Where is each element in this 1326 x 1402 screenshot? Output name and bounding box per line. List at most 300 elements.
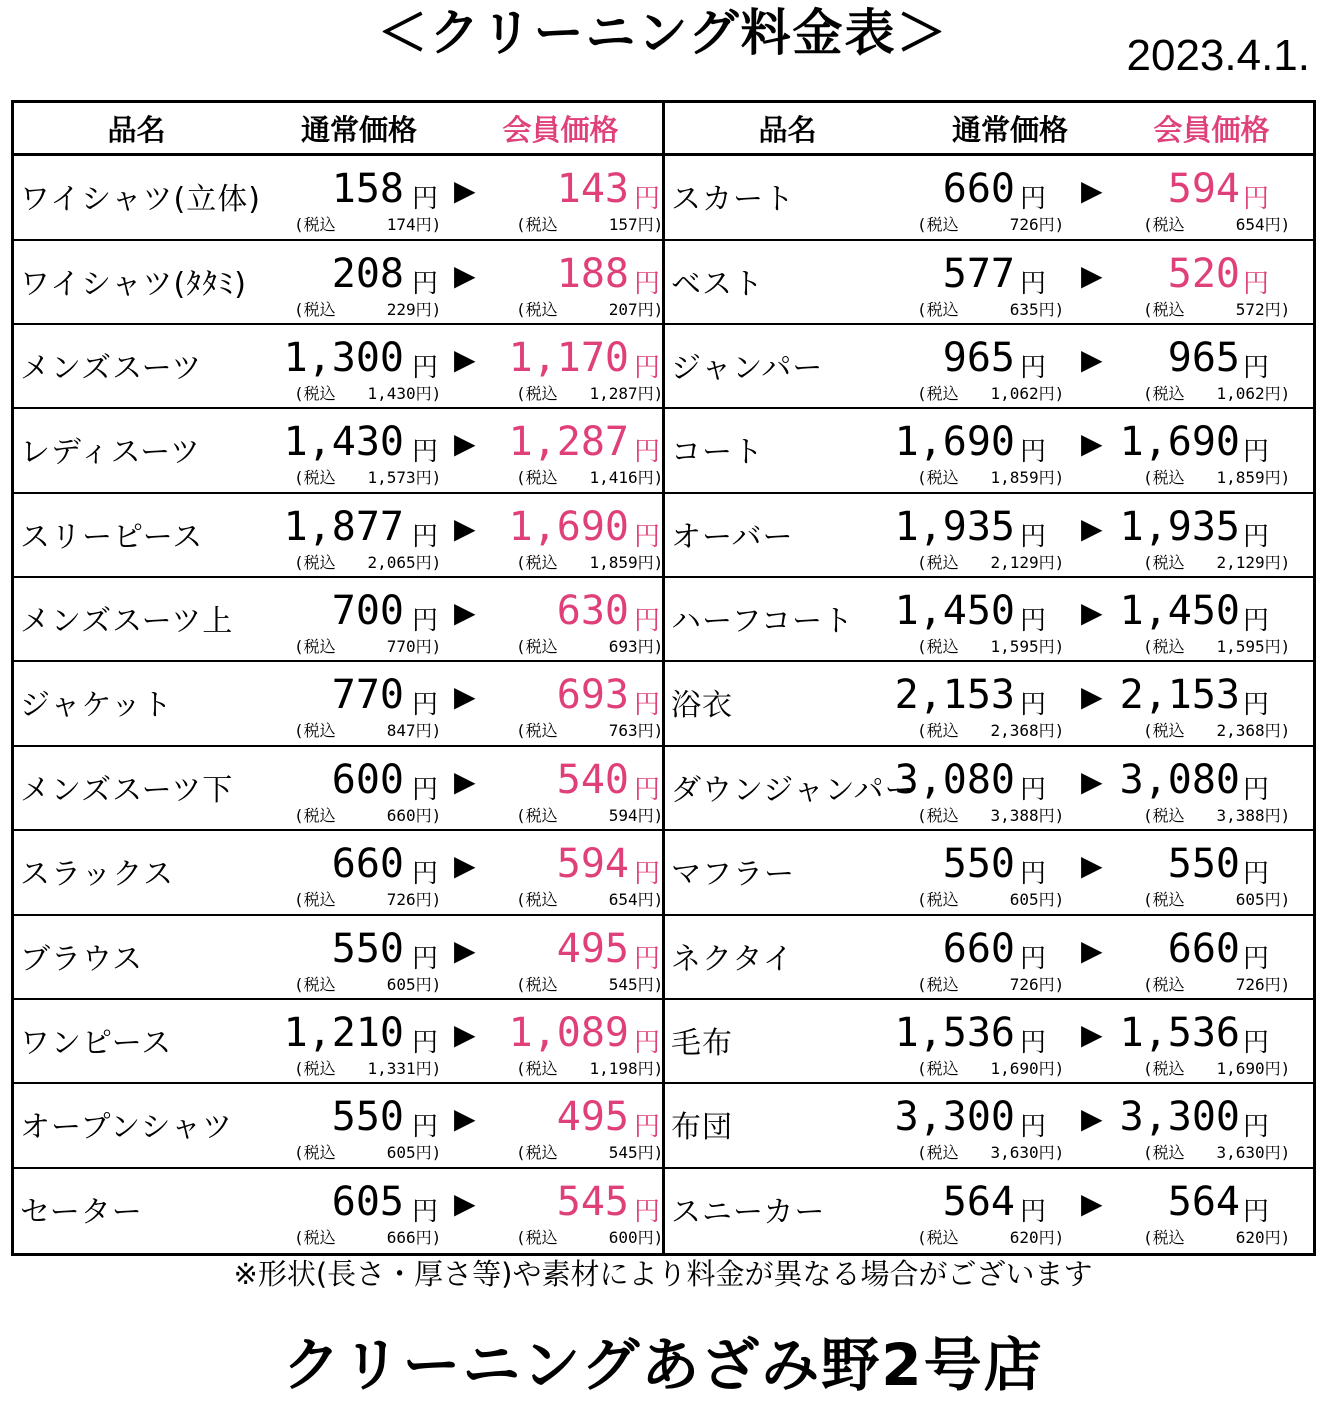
regular-price: 1,877 [283, 503, 404, 550]
tax-amount: 545 [608, 1143, 638, 1163]
tax-amount: 3,388 [1216, 805, 1265, 825]
item-name: コート [671, 435, 764, 471]
item-name: メンズスーツ上 [20, 604, 234, 639]
tax-prefix: (税込 [294, 974, 336, 994]
tax-suffix: 円) [637, 1143, 664, 1163]
tax-suffix: 円) [1264, 552, 1291, 572]
member-price: 630 [556, 588, 629, 634]
table-row [665, 494, 1313, 578]
tax-suffix: 円) [415, 468, 442, 488]
tax-amount: 2,129 [990, 552, 1039, 572]
yen-label: 円 [1020, 606, 1047, 636]
tax-prefix: (税込 [516, 299, 558, 319]
tax-prefix: (税込 [516, 637, 558, 656]
member-tax-inclusive [1143, 1140, 1290, 1163]
tax-amount: 174 [386, 215, 416, 235]
regular-tax-inclusive [917, 634, 1064, 657]
tax-amount: 1,690 [1216, 1058, 1265, 1078]
yen-label: 円 [1243, 1196, 1270, 1227]
tax-amount: 654 [1235, 215, 1265, 235]
regular-tax-inclusive [294, 1056, 441, 1079]
tax-prefix: (税込 [1143, 974, 1185, 994]
member-price: 660 [1167, 925, 1240, 972]
tax-amount: 726 [1235, 974, 1265, 994]
tax-prefix: (税込 [294, 890, 336, 910]
arrow-icon: ▶ [454, 933, 476, 967]
tax-amount: 763 [608, 721, 638, 741]
member-tax-inclusive [516, 634, 663, 657]
regular-tax-inclusive [917, 972, 1064, 995]
arrow-icon: ▶ [1081, 764, 1103, 798]
yen-label: 円 [1020, 1196, 1047, 1227]
tax-suffix: 円) [415, 890, 442, 910]
tax-amount: 545 [608, 974, 638, 994]
item-name: セーター [20, 1194, 143, 1230]
tax-prefix: (税込 [516, 805, 558, 825]
member-tax-inclusive [516, 887, 663, 910]
yen-label: 円 [412, 268, 439, 299]
regular-price: 1,210 [283, 1009, 404, 1056]
member-tax-inclusive [516, 297, 663, 320]
tax-amount: 635 [1009, 299, 1039, 319]
table-row [665, 747, 1313, 831]
table-header [665, 103, 1313, 156]
yen-label: 円 [1243, 606, 1270, 636]
tax-prefix: (税込 [1143, 215, 1185, 235]
yen-label: 円 [412, 1112, 439, 1143]
tax-amount: 1,859 [1216, 468, 1265, 488]
tax-prefix: (税込 [917, 1143, 959, 1163]
tax-suffix: 円) [637, 299, 664, 319]
table-row [14, 156, 662, 240]
tax-amount: 770 [386, 637, 416, 656]
tax-amount: 620 [1235, 1227, 1265, 1247]
regular-tax-inclusive [294, 972, 441, 995]
member-price: 520 [1167, 250, 1240, 297]
arrow-icon: ▶ [454, 1186, 476, 1220]
regular-tax-inclusive [917, 297, 1064, 320]
arrow-icon: ▶ [1081, 258, 1103, 292]
member-price: 965 [1167, 334, 1240, 381]
tax-amount: 1,331 [367, 1058, 416, 1078]
regular-tax-inclusive [294, 718, 441, 741]
regular-price: 605 [331, 1178, 404, 1225]
member-tax-inclusive [1143, 550, 1290, 573]
tax-prefix: (税込 [1143, 468, 1185, 488]
arrow-icon: ▶ [454, 764, 476, 798]
tax-prefix: (税込 [1143, 890, 1185, 910]
arrow-icon: ▶ [454, 342, 476, 376]
tax-prefix: (税込 [516, 974, 558, 994]
member-price: 550 [1167, 841, 1240, 888]
tax-prefix: (税込 [516, 383, 558, 403]
table-header [14, 103, 662, 156]
regular-price: 1,690 [894, 419, 1015, 466]
tax-amount: 3,630 [1216, 1143, 1265, 1163]
member-price: 594 [1167, 166, 1240, 213]
table-row [14, 1000, 662, 1084]
page-title: ＜クリーニング料金表＞ [377, 4, 949, 62]
regular-price: 208 [331, 250, 404, 297]
tax-amount: 1,198 [589, 1058, 638, 1078]
regular-tax-inclusive [917, 381, 1064, 404]
regular-price: 1,430 [283, 419, 404, 466]
member-tax-inclusive [516, 803, 663, 826]
tax-suffix: 円) [1264, 215, 1291, 235]
member-tax-inclusive [1143, 718, 1290, 741]
regular-tax-inclusive [917, 1056, 1064, 1079]
table-row [14, 831, 662, 915]
regular-price: 550 [942, 841, 1015, 888]
arrow-icon: ▶ [1081, 596, 1103, 629]
tax-prefix: (税込 [917, 890, 959, 910]
member-tax-inclusive [1143, 1056, 1290, 1079]
item-name: ワンピース [20, 1025, 173, 1061]
yen-label: 円 [1243, 859, 1270, 890]
yen-label: 円 [1020, 437, 1047, 468]
regular-tax-inclusive [917, 1225, 1064, 1248]
member-price: 3,300 [1119, 1094, 1240, 1141]
tax-amount: 1,062 [1216, 383, 1265, 403]
tax-amount: 1,287 [589, 383, 638, 403]
tax-suffix: 円) [415, 974, 442, 994]
tax-suffix: 円) [1038, 974, 1065, 994]
tax-suffix: 円) [1038, 383, 1065, 403]
member-price: 594 [556, 841, 629, 888]
yen-label: 円 [1020, 184, 1047, 215]
table-row [14, 578, 662, 662]
tax-prefix: (税込 [1143, 299, 1185, 319]
member-tax-inclusive [1143, 972, 1290, 995]
member-price: 2,153 [1119, 672, 1240, 719]
member-price: 540 [556, 756, 629, 803]
regular-tax-inclusive [294, 1225, 441, 1248]
tax-amount: 1,416 [589, 468, 638, 488]
tax-amount: 1,595 [1216, 637, 1265, 656]
arrow-icon: ▶ [1081, 174, 1103, 208]
item-name: ベスト [671, 266, 764, 302]
regular-tax-inclusive [917, 803, 1064, 826]
tax-suffix: 円) [1038, 805, 1065, 825]
price-table-right [662, 103, 1313, 1253]
regular-price: 600 [331, 756, 404, 803]
tax-amount: 726 [1009, 215, 1039, 235]
tax-suffix: 円) [1264, 890, 1291, 910]
tax-prefix: (税込 [1143, 383, 1185, 403]
member-price: 1,690 [1119, 419, 1240, 466]
table-row [665, 916, 1313, 1000]
yen-label: 円 [1243, 1112, 1270, 1143]
regular-price: 550 [331, 925, 404, 972]
col-header-name: 品名 [107, 112, 166, 147]
regular-price: 1,300 [283, 334, 404, 381]
item-name: 布団 [671, 1110, 733, 1146]
arrow-icon: ▶ [454, 258, 476, 292]
yen-label: 円 [634, 521, 661, 552]
item-name: ブラウス [20, 941, 144, 977]
yen-label: 円 [1020, 774, 1047, 805]
col-header-member: 会員価格 [1153, 112, 1270, 147]
tax-prefix: (税込 [1143, 721, 1185, 741]
yen-label: 円 [412, 1027, 439, 1058]
regular-tax-inclusive [294, 212, 441, 235]
tax-prefix: (税込 [917, 299, 959, 319]
tax-amount: 660 [386, 805, 416, 825]
member-price: 1,170 [508, 334, 629, 381]
tax-suffix: 円) [1264, 974, 1291, 994]
member-tax-inclusive [516, 465, 663, 488]
regular-price: 660 [331, 841, 404, 888]
yen-label: 円 [634, 690, 661, 721]
tax-amount: 1,430 [367, 383, 416, 403]
tax-amount: 2,368 [990, 721, 1039, 741]
regular-price: 577 [942, 250, 1015, 297]
table-row [14, 494, 662, 578]
tax-prefix: (税込 [516, 468, 558, 488]
regular-price: 1,536 [894, 1009, 1015, 1056]
tax-suffix: 円) [415, 552, 442, 572]
tax-amount: 2,129 [1216, 552, 1265, 572]
regular-price: 550 [331, 1094, 404, 1141]
regular-price: 770 [331, 672, 404, 719]
member-tax-inclusive [1143, 634, 1290, 657]
item-name: メンズスーツ [20, 350, 203, 386]
tax-amount: 3,630 [990, 1143, 1039, 1163]
tax-suffix: 円) [637, 552, 664, 572]
tax-prefix: (税込 [917, 215, 959, 235]
yen-label: 円 [1020, 352, 1047, 383]
table-row [665, 325, 1313, 409]
yen-label: 円 [412, 606, 439, 636]
item-name: レディスーツ [20, 435, 201, 471]
yen-label: 円 [634, 1196, 661, 1227]
tax-suffix: 円) [1038, 1227, 1065, 1247]
tax-prefix: (税込 [294, 805, 336, 825]
tax-prefix: (税込 [917, 805, 959, 825]
tax-prefix: (税込 [516, 721, 558, 741]
table-row [665, 578, 1313, 662]
yen-label: 円 [634, 184, 661, 215]
tax-prefix: (税込 [1143, 805, 1185, 825]
tax-amount: 207 [608, 299, 638, 319]
tax-suffix: 円) [415, 215, 442, 235]
arrow-icon: ▶ [1081, 933, 1103, 967]
yen-label: 円 [412, 943, 439, 974]
regular-tax-inclusive [294, 1140, 441, 1163]
tax-amount: 605 [386, 974, 416, 994]
tax-prefix: (税込 [917, 721, 959, 741]
tax-amount: 1,595 [990, 637, 1039, 656]
regular-tax-inclusive [917, 212, 1064, 235]
regular-tax-inclusive [294, 803, 441, 826]
table-row [14, 409, 662, 493]
regular-tax-inclusive [917, 465, 1064, 488]
arrow-icon: ▶ [454, 427, 476, 461]
tax-prefix: (税込 [516, 215, 558, 235]
arrow-icon: ▶ [1081, 680, 1103, 714]
arrow-icon: ▶ [454, 1017, 476, 1051]
tax-prefix: (税込 [1143, 1227, 1185, 1247]
yen-label: 円 [1243, 521, 1270, 552]
arrow-icon: ▶ [1081, 1102, 1103, 1136]
tax-prefix: (税込 [516, 552, 558, 572]
tax-prefix: (税込 [1143, 1058, 1185, 1078]
item-name: ダウンジャンパー [671, 772, 916, 808]
tax-amount: 726 [1009, 974, 1039, 994]
tax-suffix: 円) [1264, 1058, 1291, 1078]
yen-label: 円 [634, 943, 661, 974]
table-row [665, 1000, 1313, 1084]
tax-suffix: 円) [1264, 1143, 1291, 1163]
item-name: スカート [671, 182, 795, 218]
tax-suffix: 円) [1038, 299, 1065, 319]
yen-label: 円 [634, 859, 661, 890]
member-price: 1,089 [508, 1009, 629, 1056]
col-header-regular: 通常価格 [951, 112, 1068, 147]
table-row [14, 747, 662, 831]
item-name: オーバー [671, 519, 794, 555]
yen-label: 円 [634, 437, 661, 468]
tax-amount: 1,573 [367, 468, 416, 488]
tax-suffix: 円) [415, 383, 442, 403]
regular-tax-inclusive [294, 381, 441, 404]
member-price: 1,690 [508, 503, 629, 550]
arrow-icon: ▶ [454, 680, 476, 714]
arrow-icon: ▶ [1081, 511, 1103, 545]
tax-prefix: (税込 [516, 1227, 558, 1247]
tax-suffix: 円) [637, 890, 664, 910]
tax-suffix: 円) [415, 1058, 442, 1078]
yen-label: 円 [1020, 859, 1047, 890]
yen-label: 円 [634, 352, 661, 383]
arrow-icon: ▶ [1081, 849, 1103, 883]
tax-amount: 1,690 [990, 1058, 1039, 1078]
yen-label: 円 [1020, 521, 1047, 552]
item-name: ジャケット [20, 688, 173, 724]
tax-prefix: (税込 [516, 890, 558, 910]
yen-label: 円 [412, 859, 439, 890]
regular-tax-inclusive [917, 718, 1064, 741]
yen-label: 円 [1243, 268, 1270, 299]
yen-label: 円 [634, 774, 661, 805]
yen-label: 円 [1243, 943, 1270, 974]
regular-price: 965 [942, 334, 1015, 381]
tax-amount: 157 [608, 215, 638, 235]
table-row [14, 325, 662, 409]
regular-price: 564 [942, 1178, 1015, 1225]
yen-label: 円 [634, 606, 661, 636]
tax-amount: 693 [608, 637, 638, 656]
tax-suffix: 円) [1038, 1058, 1065, 1078]
item-name: マフラー [671, 857, 795, 893]
arrow-icon: ▶ [1081, 427, 1103, 461]
tax-prefix: (税込 [294, 637, 336, 656]
yen-label: 円 [412, 774, 439, 805]
item-name: オープンシャツ [20, 1110, 233, 1146]
table-row [14, 1084, 662, 1168]
yen-label: 円 [1020, 690, 1047, 721]
yen-label: 円 [412, 184, 439, 215]
tax-amount: 847 [386, 721, 416, 741]
tax-amount: 594 [608, 805, 638, 825]
item-name: ネクタイ [671, 941, 794, 977]
arrow-icon: ▶ [1081, 1186, 1103, 1220]
member-price: 495 [556, 925, 629, 972]
tax-prefix: (税込 [516, 1143, 558, 1163]
col-header-name: 品名 [758, 112, 817, 147]
member-tax-inclusive [516, 1225, 663, 1248]
tax-suffix: 円) [1264, 637, 1291, 656]
member-price: 1,450 [1119, 588, 1240, 634]
col-header-member: 会員価格 [502, 112, 619, 147]
member-tax-inclusive [516, 718, 663, 741]
member-tax-inclusive [516, 1140, 663, 1163]
yen-label: 円 [1243, 690, 1270, 721]
tax-prefix: (税込 [294, 1058, 336, 1078]
yen-label: 円 [1243, 352, 1270, 383]
tax-amount: 1,859 [589, 552, 638, 572]
tax-suffix: 円) [637, 974, 664, 994]
table-row [665, 662, 1313, 746]
tax-suffix: 円) [637, 721, 664, 741]
member-tax-inclusive [1143, 1225, 1290, 1248]
member-tax-inclusive [1143, 381, 1290, 404]
tax-suffix: 円) [1264, 1227, 1291, 1247]
regular-price: 1,450 [894, 588, 1015, 634]
table-row [665, 156, 1313, 240]
tax-suffix: 円) [1038, 721, 1065, 741]
tax-prefix: (税込 [917, 383, 959, 403]
table-row [665, 409, 1313, 493]
tax-suffix: 円) [1264, 468, 1291, 488]
item-name: ハーフコート [671, 604, 854, 639]
tax-amount: 605 [1235, 890, 1265, 910]
table-row [14, 1169, 662, 1253]
tax-suffix: 円) [1264, 383, 1291, 403]
member-price: 693 [556, 672, 629, 719]
tax-suffix: 円) [415, 1143, 442, 1163]
tax-prefix: (税込 [294, 468, 336, 488]
tax-suffix: 円) [1264, 299, 1291, 319]
tax-suffix: 円) [637, 637, 664, 656]
arrow-icon: ▶ [1081, 1017, 1103, 1051]
arrow-icon: ▶ [454, 1102, 476, 1136]
item-name: 浴衣 [671, 688, 733, 724]
yen-label: 円 [1020, 943, 1047, 974]
tax-prefix: (税込 [917, 637, 959, 656]
tax-suffix: 円) [1038, 1143, 1065, 1163]
yen-label: 円 [634, 1112, 661, 1143]
yen-label: 円 [634, 1027, 661, 1058]
tax-suffix: 円) [637, 215, 664, 235]
yen-label: 円 [412, 1196, 439, 1227]
regular-price: 660 [942, 166, 1015, 213]
tax-amount: 1,859 [990, 468, 1039, 488]
regular-tax-inclusive [294, 634, 441, 657]
table-row [665, 241, 1313, 325]
yen-label: 円 [1243, 774, 1270, 805]
tax-prefix: (税込 [294, 721, 336, 741]
table-row [665, 1169, 1313, 1253]
regular-tax-inclusive [294, 297, 441, 320]
tax-prefix: (税込 [917, 552, 959, 572]
effective-date: 2023.4.1. [1126, 31, 1310, 80]
table-row [14, 241, 662, 325]
tax-amount: 605 [386, 1143, 416, 1163]
yen-label: 円 [1020, 268, 1047, 299]
tax-amount: 2,368 [1216, 721, 1265, 741]
regular-price: 1,935 [894, 503, 1015, 550]
